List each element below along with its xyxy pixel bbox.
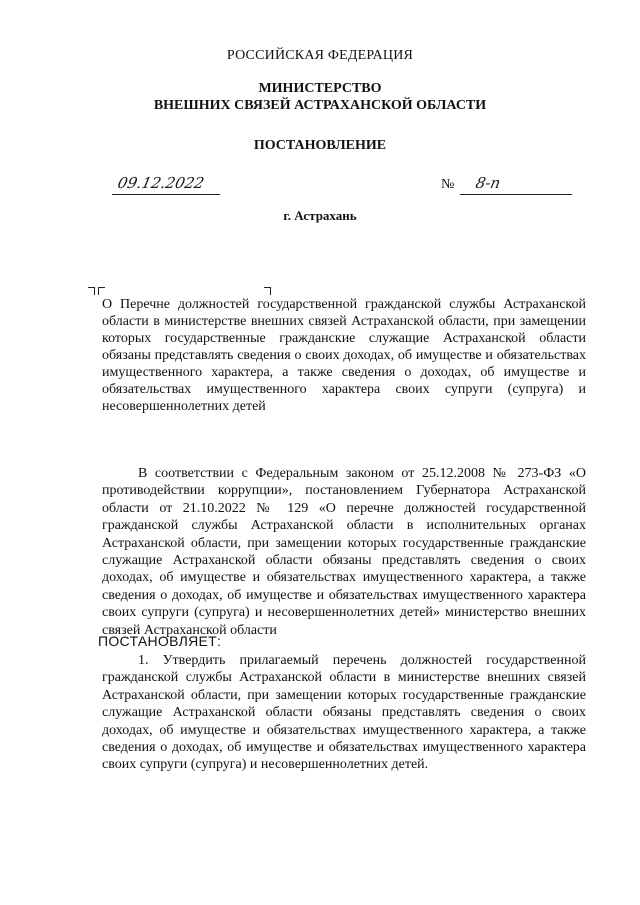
subject-corner-mark-left bbox=[88, 287, 95, 295]
number-field bbox=[460, 174, 572, 195]
date-field bbox=[112, 174, 220, 195]
ministry-heading bbox=[0, 80, 640, 114]
resolves-heading: ПОСТАНОВЛЯЕТ: bbox=[98, 633, 222, 649]
country-heading: РОССИЙСКАЯ ФЕДЕРАЦИЯ bbox=[226, 48, 414, 63]
subject-corner-mark-left-inner bbox=[98, 287, 105, 295]
preamble-paragraph: В соответствии с Федеральным законом от 25.12.2008 № 273-ФЗ «О противодействии коррупции», постановлением Губернатора Астраханской области от 21.10.2022 № 129 «О перечне должностей государственной гражданской службы Астраханской области в исполнительных органах Астраханской области, при замещении которых государственные гражданские служащие Астраханской области обязаны представлять сведения о своих доходах, об имуществе и обязательствах имущественного характера, а также сведения о доходах, об имуществе и обязательствах имущественного характера своих супруги (супруга) и несовершеннолетних детей» министерство внешних связей Астраханской области bbox=[102, 466, 586, 638]
document-type-title: ПОСТАНОВЛЕНИЕ bbox=[253, 138, 387, 153]
resolution-item-1: 1. Утвердить прилагаемый перечень должностей государственной гражданской службы Астраханской области в министерстве внешних связей Астраханской области, при замещении которых государственные гражданские служащие Астраханской области обязаны представлять сведения о своих доходах, об имуществе и обязательствах имущественного характера, а также сведения о доходах, об имуществе и обязательствах имущественного характера своих супруги (супруга) и несовершеннолетних детей. bbox=[102, 653, 586, 773]
handwritten-date: 09.12.2022 bbox=[116, 174, 206, 192]
subject-corner-mark-right bbox=[264, 287, 271, 295]
city-line: г. Астрахань bbox=[283, 208, 357, 223]
document-subject: О Перечне должностей государственной гражданской службы Астраханской области в министерстве внешних связей Астраханской области, при замещении которых государственные гражданские служащие Астраханской области обязаны представлять сведения о своих доходах, об имуществе и обязательствах имущественного характера, а также сведения о доходах, об имуществе и обязательствах имущественного характера своих супруги (супруга) и несовершеннолетних детей bbox=[102, 297, 586, 414]
ministry-heading-line2: ВНЕШНИХ СВЯЗЕЙ АСТРАХАНСКОЙ ОБЛАСТИ bbox=[153, 98, 487, 113]
ministry-heading-line1: МИНИСТЕРСТВО bbox=[258, 81, 382, 96]
number-label: № bbox=[441, 177, 455, 192]
handwritten-number: 8-п bbox=[474, 174, 503, 192]
